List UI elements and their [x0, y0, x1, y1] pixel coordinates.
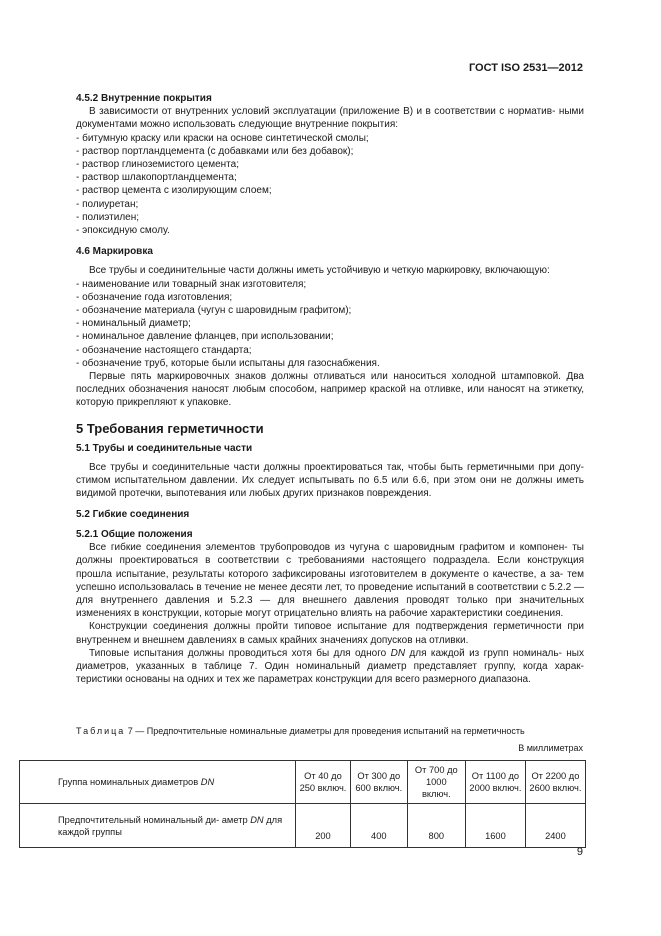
table-row-header: Группа номинальных диаметров DN: [20, 761, 296, 804]
table-cell: 200: [296, 804, 351, 848]
coating-item: - раствор шлакопортландцемента;: [76, 172, 237, 184]
table-row: [20, 804, 586, 848]
section-5-2-1-heading: 5.2.1 Общие положения: [76, 528, 193, 540]
marking-item: - обозначение материала (чугун с шаровидным графитом);: [76, 305, 352, 317]
section-5-2-1-paragraph-2: Конструкции соединения должны пройти типовое испытание для подтверждения герметичности при внутреннем и внешнем давлениях в самых крайних значениях допусков на отливки.: [76, 621, 584, 646]
section-4-6-intro: Все трубы и соединительные части должны иметь устойчивую и четкую маркировку, включающую:: [89, 265, 550, 277]
section-4-6-heading: 4.6 Маркировка: [76, 246, 153, 258]
marking-item: - обозначение труб, которые были испытаны для газоснабжения.: [76, 357, 380, 369]
coating-item: - раствор портландцемента (с добавками или без добавок);: [76, 145, 354, 157]
table-cell: От 1100 до 2000 включ.: [466, 761, 526, 804]
table-cell: От 300 до 600 включ.: [350, 761, 407, 804]
marking-item: - наименование или товарный знак изготовителя;: [76, 278, 307, 290]
coating-item: - раствор цемента с изолирующим слоем;: [76, 185, 272, 197]
table-7-caption: Таблица 7 — Предпочтительные номинальные диаметры для проведения испытаний на герметичность: [76, 726, 525, 736]
table-row: [20, 761, 586, 804]
document-body: [76, 92, 584, 686]
marking-item: - номинальный диаметр;: [76, 318, 191, 330]
marking-item: - обозначение настоящего стандарта;: [76, 344, 252, 356]
table-7-units: В миллиметрах: [518, 743, 583, 753]
page-number: 9: [576, 846, 583, 858]
section-4-5-2-intro: В зависимости от внутренних условий эксплуатации (приложение В) и в соответствии с норматив- ными документами можно использовать следующие внутренние покрытия:: [76, 106, 584, 131]
section-5-2-1-paragraph-3: Типовые испытания должны проводиться хотя бы для одного DN для каждой из групп номиналь- ных диаметров, указанных в таблице 7. Один номинальный диаметр представляет группу, когда харак- теристики основаны на одних и тех же параметрах конструкции для всего размерного диапазона.: [76, 647, 584, 686]
section-5-1-text: Все трубы и соединительные части должны проектироваться так, чтобы быть герметичными при допу- стимом испытательном давлении. Их следует испытывать по 6.5 или 6.6, при этом они не должны иметь видимой протечки, выпотевания или любых других признаков повреждения.: [76, 462, 584, 500]
coating-item: - полиуретан;: [76, 198, 139, 210]
coating-item: - раствор глиноземистого цемента;: [76, 159, 239, 171]
table-cell: 1600: [466, 804, 526, 848]
coating-item: - битумную краску или краски на основе синтетической смолы;: [76, 132, 369, 144]
section-5-2-1-paragraph-1: Все гибкие соединения элементов трубопроводов из чугуна с шаровидным графитом и компонен- ты должны проектироваться в соответствии с требованиями настоящего подраздела. Если конструкция прошла испытание, результаты которого зафиксированы изготовителем в документе о качестве, а за- тем успешно использовалась в течение не менее десяти лет, то проведение испытаний в соответствии с 5.2.2 — для внутреннего давления и 5.2.3 — для внешнего давления проводят только при значительных изменениях в конструкции, которые могут отрицательно влиять на рабочие характеристики соединения.: [76, 542, 584, 620]
table-row-header: Предпочтительный номинальный ди- аметр DN для каждой группы: [20, 804, 296, 848]
section-4-5-2-heading: 4.5.2 Внутренние покрытия: [76, 93, 212, 104]
table-cell: 800: [407, 804, 465, 848]
marking-item: - номинальное давление фланцев, при использовании;: [76, 331, 334, 343]
table-cell: От 700 до 1000 включ.: [407, 761, 465, 804]
document-id-header: ГОСТ ISO 2531—2012: [468, 62, 583, 74]
table-cell: 400: [350, 804, 407, 848]
section-5-heading: 5 Требования герметичности: [76, 420, 264, 436]
section-5-2-heading: 5.2 Гибкие соединения: [76, 508, 190, 520]
table-cell: От 2200 до 2600 включ.: [525, 761, 585, 804]
coating-item: - эпоксидную смолу.: [76, 225, 170, 237]
coating-item: - полиэтилен;: [76, 211, 140, 223]
table-cell: От 40 до 250 включ.: [296, 761, 351, 804]
table-7: [19, 760, 586, 848]
section-5-1-heading: 5.1 Трубы и соединительные части: [76, 442, 253, 454]
marking-item: - обозначение года изготовления;: [76, 291, 233, 303]
table-cell: 2400: [525, 804, 585, 848]
section-4-6-outro: Первые пять маркировочных знаков должны отливаться или наноситься холодной штамповкой. Два последних обозначения наносят любым способом, например краской на отливке, или наносят на этикетку, которую прикрепляют к упаковке.: [76, 371, 584, 409]
